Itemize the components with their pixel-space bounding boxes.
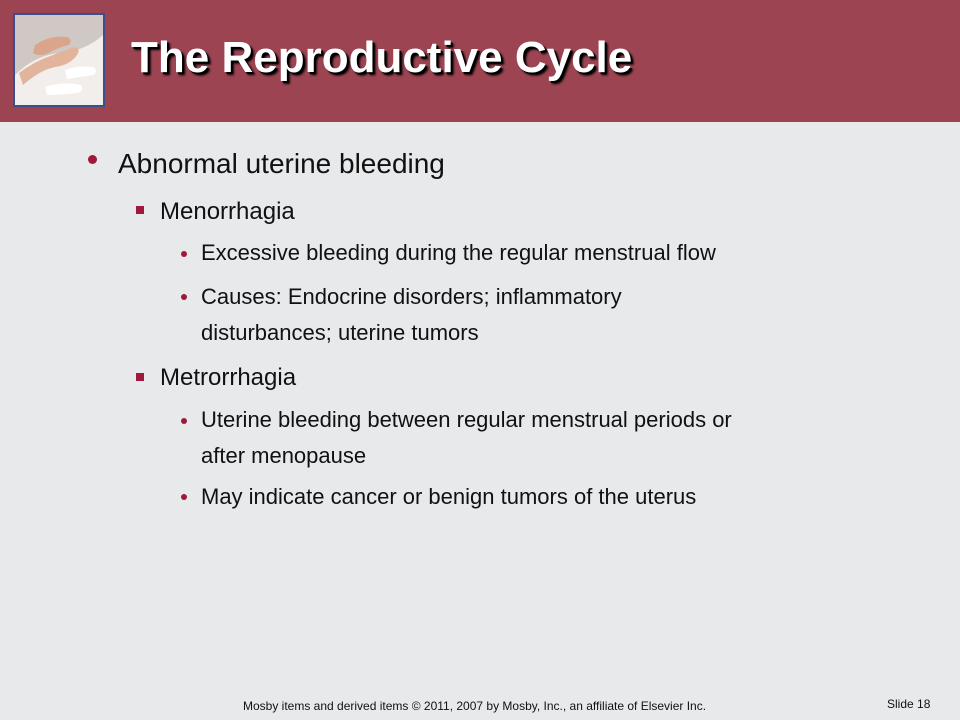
- metrorrhagia-point-1-line-1: Uterine bleeding between regular menstrual periods or: [201, 407, 732, 432]
- metrorrhagia-point-1-line-2: after menopause: [201, 443, 367, 468]
- metrorrhagia-point-2: May indicate cancer or benign tumors of the uterus: [201, 484, 697, 509]
- dot-bullet-icon: [181, 418, 187, 424]
- copyright-footer: Mosby items and derived items © 2011, 2007 by Mosby, Inc., an affiliate of Elsevier Inc.: [243, 699, 707, 713]
- menorrhagia-point-1: Excessive bleeding during the regular menstrual flow: [201, 240, 716, 265]
- menorrhagia-point-2-line-2: disturbances; uterine tumors: [201, 320, 479, 345]
- slide-title: The Reproductive Cycle: [131, 33, 633, 82]
- level1-item: Abnormal uterine bleeding: [118, 148, 445, 179]
- menorrhagia-point-2-line-1: Causes: Endocrine disorders; inflammatory: [201, 284, 622, 309]
- metrorrhagia-heading: Metrorrhagia: [160, 364, 297, 391]
- dot-bullet-icon: [181, 294, 187, 300]
- menorrhagia-heading: Menorrhagia: [160, 198, 295, 225]
- dot-bullet-icon: [181, 494, 187, 500]
- bullet-icon: [88, 155, 97, 164]
- square-bullet-icon: [136, 373, 144, 381]
- slide-number: Slide 18: [887, 697, 931, 711]
- dot-bullet-icon: [181, 251, 187, 257]
- square-bullet-icon: [136, 206, 144, 214]
